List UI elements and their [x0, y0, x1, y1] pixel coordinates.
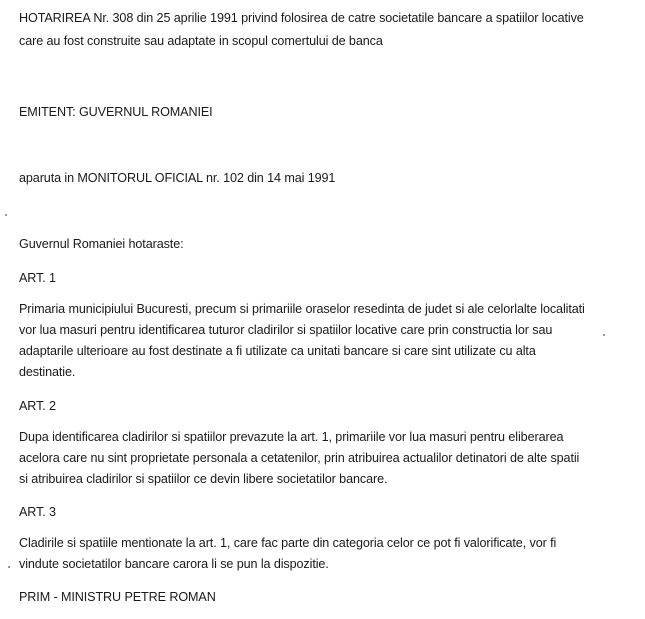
document-title-line-1: HOTARIREA Nr. 308 din 25 aprilie 1991 privind folosirea de catre societatile bancare a spatiilor locative [19, 11, 584, 25]
scan-speck [8, 566, 10, 568]
preamble-line: Guvernul Romaniei hotaraste: [19, 237, 184, 251]
article-2-line: si atribuirea cladirilor si spatiilor ce devin libere societatilor bancare. [19, 472, 388, 486]
article-2-body [19, 427, 631, 490]
emitent-line: EMITENT: GUVERNUL ROMANIEI [19, 105, 213, 119]
article-3-line: Cladirile si spatiile mentionate la art. 1, care fac parte din categoria celor ce pot fi valorificate, vor fi [19, 536, 557, 550]
article-2-line: Dupa identificarea cladirilor si spatiilor prevazute la art. 1, primariile vor lua masuri pentru eliberarea [19, 430, 564, 444]
article-3-heading: ART. 3 [19, 505, 56, 519]
scan-speck [603, 334, 605, 336]
signature-line: PRIM - MINISTRU PETRE ROMAN [19, 590, 216, 604]
publication-line: aparuta in MONITORUL OFICIAL nr. 102 din 14 mai 1991 [19, 171, 336, 185]
article-1-line: destinatie. [19, 365, 76, 379]
article-1-line: vor lua masuri pentru identificarea tuturor cladirilor si spatiilor locative care prin constructia lor sau [19, 323, 553, 337]
article-3-line: vindute societatilor bancare carora li se pun la dispozitie. [19, 557, 329, 571]
scan-speck [5, 214, 7, 216]
article-1-line: adaptarile ulterioare au fost destinate a fi utilizate ca unitati bancare si care sint utilizate cu alta [19, 344, 536, 358]
document-title-line-2: care au fost construite sau adaptate in scopul comertului de banca [19, 34, 383, 48]
article-2-heading: ART. 2 [19, 399, 56, 413]
article-2-line: acelora care nu sint proprietate personala a cetatenilor, prin atribuirea actualilor detinatori de alte spatii [19, 451, 580, 465]
article-1-line: Primaria municipiului Bucuresti, precum si primariile oraselor resedinta de judet si ale celorlalte localitati [19, 302, 585, 316]
article-3-body [19, 533, 631, 575]
article-1-body [19, 299, 631, 383]
article-1-heading: ART. 1 [19, 271, 56, 285]
